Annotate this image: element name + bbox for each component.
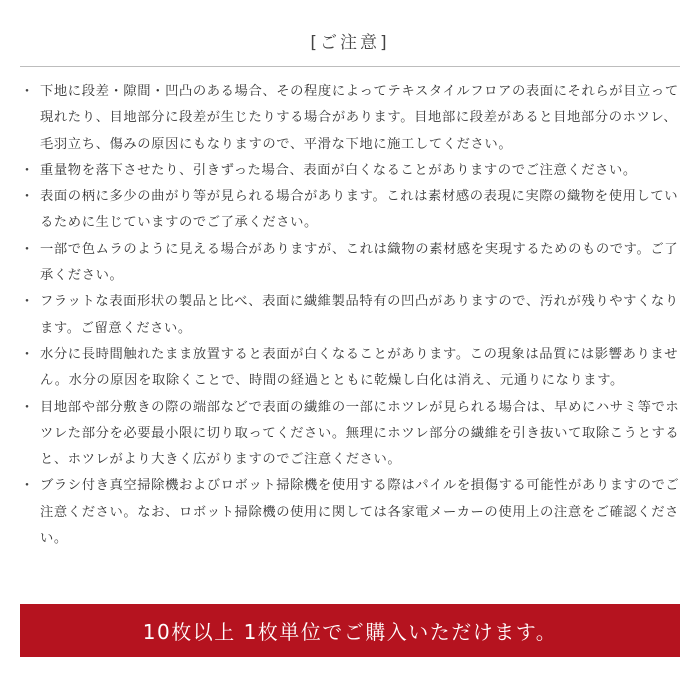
caution-text: ブラシ付き真空掃除機およびロボット掃除機を使用する際はパイルを損傷する可能性がありますのでご注意ください。なお、ロボット掃除機の使用に関しては各家電メーカーの使用上の注意をご確認ください。 (40, 478, 680, 547)
purchase-banner (20, 604, 680, 657)
page-title: [ご注意] (310, 33, 390, 53)
bullet-mark: ・ (20, 399, 34, 416)
caution-item (20, 395, 680, 474)
caution-item (20, 473, 680, 552)
bullet-mark: ・ (20, 478, 34, 495)
caution-list (20, 79, 680, 552)
caution-text: 目地部や部分敷きの際の端部などで表面の繊維の一部にホツレが見られる場合は、早めにハサミ等でホツレた部分を必要最小限に切り取ってください。無理にホツレ部分の繊維を引き抜いて取除こうとすると、ホツレがより大きく広がりますのでご注意ください。 (40, 399, 680, 468)
caution-item (20, 79, 680, 158)
bullet-mark: ・ (20, 241, 34, 258)
bullet-mark: ・ (20, 346, 34, 363)
caution-item (20, 184, 680, 237)
caution-text: 一部で色ムラのように見える場合がありますが、これは織物の素材感を実現するためのものです。ご了承ください。 (40, 241, 679, 284)
caution-text: 下地に段差・隙間・凹凸のある場合、その程度によってテキスタイルフロアの表面にそれらが目立って現れたり、目地部分に段差が生じたりする場合があります。目地部に段差があると目地部分のホツレ、毛羽立ち、傷みの原因にもなりますので、平滑な下地に施工してください。 (40, 84, 679, 152)
caution-text: 重量物を落下させたり、引きずった場合、表面が白くなることがありますのでご注意ください。 (40, 162, 637, 178)
bullet-mark: ・ (20, 189, 34, 206)
caution-item (20, 158, 680, 184)
caution-item (20, 237, 680, 290)
bullet-mark: ・ (20, 162, 34, 179)
caution-text: 水分に長時間触れたまま放置すると表面が白くなることがあります。この現象は品質には影響ありません。水分の原因を取除くことで、時間の経過とともに乾燥し白化は消え、元通りになります。 (40, 346, 679, 389)
bullet-mark: ・ (20, 84, 34, 100)
caution-item (20, 289, 680, 342)
caution-item (20, 342, 680, 395)
caution-text: フラットな表面形状の製品と比べ、表面に繊維製品特有の凹凸がありますので、汚れが残りやすくなります。ご留意ください。 (40, 294, 679, 336)
purchase-banner-text: 10枚以上 1枚単位でご購入いただけます。 (142, 620, 558, 644)
bullet-mark: ・ (20, 294, 34, 311)
caution-text: 表面の柄に多少の曲がり等が見られる場合があります。これは素材感の表現に実際の織物を使用しているために生じていますのでご了承ください。 (40, 189, 679, 231)
title-divider (20, 66, 680, 67)
